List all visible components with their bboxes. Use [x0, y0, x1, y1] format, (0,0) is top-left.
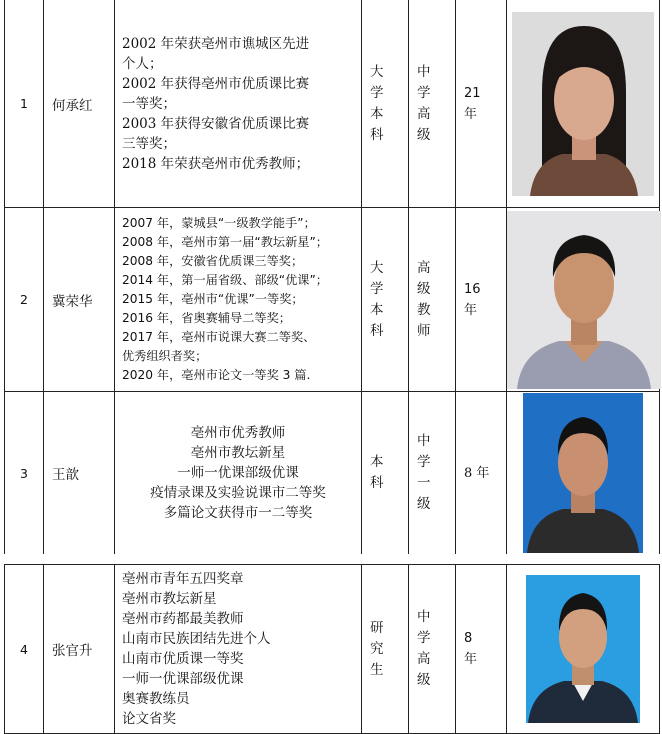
- title-char: 级: [417, 126, 431, 143]
- years-cell: [456, 565, 507, 734]
- row-number: 2: [5, 208, 44, 392]
- face-shape: [558, 430, 608, 496]
- title-char: 师: [417, 322, 431, 339]
- award-line: 疫情录课及实验说课市二等奖: [150, 485, 326, 501]
- years-cell: [456, 208, 507, 392]
- award-line: 亳州市药都最美教师: [122, 611, 244, 627]
- award-line: 2008 年，安徽省优质课三等奖；: [122, 254, 304, 268]
- years-value: 8: [464, 631, 473, 646]
- award-line: 亳州市教坛新星: [122, 591, 217, 607]
- photo-cell: [507, 392, 660, 555]
- education-char: 科: [370, 475, 384, 491]
- teacher-table-bottom: [4, 564, 660, 734]
- years-cell: [456, 0, 507, 208]
- title-char: 高: [417, 259, 431, 276]
- title-char: 一: [417, 475, 431, 491]
- education-char: 科: [370, 322, 384, 339]
- award-line: 一师一优课部级优课: [177, 465, 299, 481]
- award-line: 亳州市青年五四奖章: [122, 571, 244, 587]
- table-row: [5, 392, 660, 555]
- education-cell: [362, 208, 409, 392]
- years-unit: 年: [464, 302, 478, 318]
- education-char: 大: [370, 259, 384, 276]
- years-value: 16: [464, 281, 481, 297]
- title-char: 学: [417, 454, 431, 470]
- education-cell: [362, 392, 409, 555]
- award-line: 优秀组织者奖；: [122, 349, 208, 363]
- awards-cell: [115, 0, 362, 208]
- award-line: 2008 年，亳州市第一届“教坛新星”；: [122, 235, 328, 249]
- award-line: 一师一优课部级优课: [122, 671, 244, 687]
- award-line: 三等奖；: [122, 135, 176, 152]
- teacher-name: 何承红: [44, 0, 115, 208]
- title-char: 高: [417, 105, 431, 122]
- award-line: 亳州市教坛新星: [190, 445, 286, 461]
- title-char: 中: [417, 63, 431, 80]
- title-char: 级: [417, 280, 431, 297]
- education-cell: [362, 0, 409, 208]
- photo-cell: [507, 565, 660, 734]
- award-line: 亳州市优秀教师: [190, 425, 286, 441]
- title-char: 学: [417, 84, 431, 101]
- teacher-photo: [526, 575, 640, 723]
- awards-cell: [115, 208, 362, 392]
- award-line: 论文省奖: [122, 711, 176, 727]
- education-char: 学: [370, 280, 384, 297]
- education-char: 本: [370, 301, 384, 318]
- award-line: 2020 年，亳州市论文一等奖 3 篇.: [122, 368, 311, 382]
- teacher-table-top: [4, 0, 660, 555]
- award-line: 一等奖；: [122, 95, 176, 112]
- education-char: 研: [370, 619, 384, 636]
- education-char: 究: [370, 640, 384, 657]
- award-line: 2017 年，亳州市说课大赛二等奖、: [122, 330, 316, 344]
- row-number: 1: [5, 0, 44, 208]
- title-cell: [409, 0, 456, 208]
- teacher-photo: [512, 12, 654, 196]
- award-line: 2014 年，第一届省级、部级“优课”；: [122, 273, 328, 287]
- table-row: [5, 0, 660, 208]
- award-line: 2007 年，蒙城县“一级教学能手”；: [122, 216, 316, 230]
- award-line: 个人；: [122, 55, 163, 72]
- title-char: 中: [417, 433, 431, 449]
- award-line: 2002 年荣获亳州市谯城区先进: [122, 35, 310, 52]
- teacher-photo: [507, 211, 661, 389]
- award-line: 2018 年荣获亳州市优秀教师；: [122, 155, 310, 172]
- award-line: 多篇论文获得市一二等奖: [163, 505, 313, 521]
- teacher-name: 王歆: [44, 392, 115, 555]
- award-line: 山南市优质课一等奖: [122, 651, 244, 667]
- award-line: 2016 年，省奥赛辅导二等奖；: [122, 311, 291, 325]
- row-number: 3: [5, 392, 44, 555]
- title-char: 高: [417, 651, 431, 667]
- education-char: 科: [370, 126, 384, 143]
- education-cell: [362, 565, 409, 734]
- education-char: 学: [370, 84, 384, 101]
- years-unit: 年: [464, 652, 478, 667]
- table-row: [5, 208, 660, 392]
- award-line: 山南市民族团结先进个人: [122, 631, 271, 647]
- title-char: 中: [417, 609, 431, 625]
- photo-cell: [507, 208, 660, 392]
- education-char: 本: [370, 105, 384, 122]
- teacher-name: 张官升: [44, 565, 115, 734]
- title-char: 级: [417, 496, 431, 512]
- years-value: 8 年: [464, 465, 490, 481]
- teacher-name: 冀荣华: [44, 208, 115, 392]
- title-char: 级: [417, 672, 431, 688]
- education-char: 生: [370, 661, 384, 678]
- row-number: 4: [5, 565, 44, 734]
- title-cell: [409, 565, 456, 734]
- years-cell: [456, 392, 507, 555]
- title-char: 教: [417, 301, 431, 318]
- award-line: 2002 年获得亳州市优质课比赛: [122, 75, 310, 92]
- teacher-photo: [523, 393, 643, 553]
- title-cell: [409, 208, 456, 392]
- title-char: 学: [417, 630, 431, 646]
- award-line: 奥赛教练员: [122, 691, 190, 707]
- award-line: 2015 年，亳州市“优课”一等奖；: [122, 292, 304, 306]
- awards-cell: [115, 565, 362, 734]
- award-line: 2003 年获得安徽省优质课比赛: [122, 115, 310, 132]
- table-row: [5, 565, 660, 734]
- education-char: 本: [370, 454, 384, 470]
- awards-cell: [115, 392, 362, 555]
- years-value: 21: [464, 85, 481, 101]
- page-break-gap: [0, 554, 662, 564]
- photo-cell: [507, 0, 660, 208]
- education-char: 大: [370, 63, 384, 80]
- title-cell: [409, 392, 456, 555]
- years-unit: 年: [464, 106, 478, 122]
